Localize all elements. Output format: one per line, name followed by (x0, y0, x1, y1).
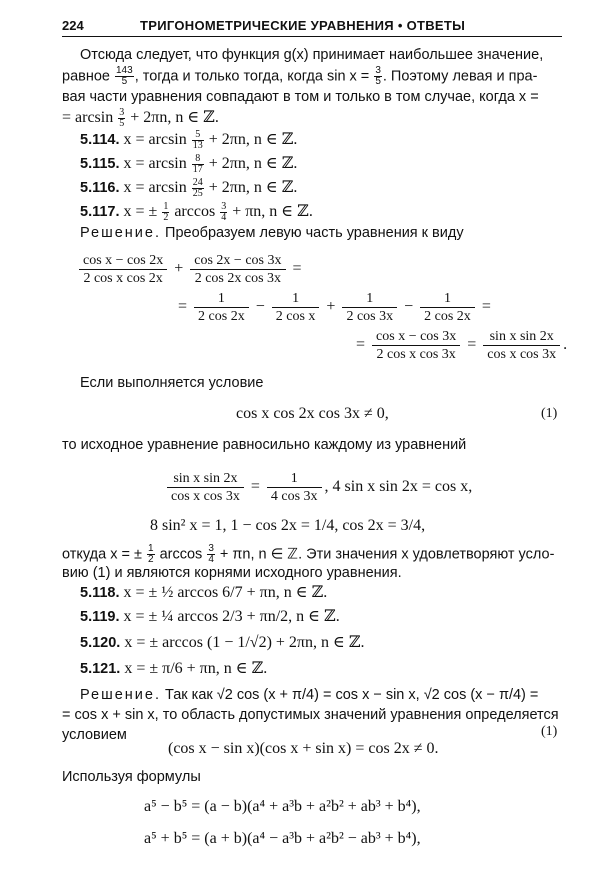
operator: = (292, 260, 302, 278)
denominator: 17 (192, 164, 203, 175)
fraction (190, 252, 285, 287)
fraction (118, 108, 125, 129)
text: + πn, n ∈ ℤ. Эти значения x удовлетворяют усло- (219, 546, 555, 563)
solution-2-line-1 (80, 686, 538, 704)
denominator: 4 cos 3x (270, 489, 318, 504)
denominator: 5 (121, 76, 128, 87)
equivalent-text: то исходное уравнение равносильно каждому из уравнений (62, 437, 467, 453)
formula-text: + 2πn, n ∈ ℤ. (130, 109, 219, 127)
fraction (192, 154, 204, 175)
numerator: 1 (272, 290, 320, 308)
operator: = (250, 478, 260, 496)
numerator: 8 (192, 154, 204, 165)
numerator: 3 (375, 65, 381, 76)
fraction (207, 544, 215, 565)
formula-text: x = arcsin (123, 131, 187, 149)
problem-number: 5.115. (80, 156, 120, 173)
denominator: 4 (208, 554, 214, 565)
solution-label: Решение. (80, 687, 161, 703)
equation-row-3 (356, 328, 567, 363)
intro-line-2 (62, 66, 537, 87)
denominator: 2 cos x (275, 309, 316, 324)
fraction (115, 66, 134, 87)
formula-sum-of-fifth-powers: a⁵ + b⁵ = (a + b)(a⁴ − a³b + a²b² − ab³ + b⁴), (144, 830, 421, 847)
solution-2-line-3: условием (62, 727, 127, 743)
fraction (220, 202, 227, 223)
denominator: 13 (192, 140, 203, 151)
fraction (162, 202, 169, 223)
formula-text: arccos (174, 203, 216, 221)
fraction (342, 290, 397, 325)
denominator: 2 (147, 554, 154, 565)
condition-formula: cos x cos 2x cos 3x ≠ 0, (236, 405, 389, 422)
header-title: ТРИГОНОМЕТРИЧЕСКИЕ УРАВНЕНИЯ • ОТВЕТЫ (140, 18, 466, 33)
numerator: 1 (194, 290, 249, 308)
solution-text: Преобразуем левую часть уравнения к виду (165, 225, 464, 241)
numerator: 1 (420, 290, 475, 308)
answer-5-118 (80, 584, 327, 602)
fraction (147, 544, 155, 565)
fraction (167, 470, 244, 505)
equation-number: (1) (541, 406, 558, 421)
solution-2-formula: (cos x − sin x)(cos x + sin x) = cos 2x ≠ 0. (168, 740, 439, 757)
numerator: 1 (163, 201, 169, 212)
formula-text: x = ± π/6 + πn, n ∈ ℤ. (124, 660, 268, 677)
intro-line-3: вая части уравнения совпадают в том и только в том случае, когда x = (62, 89, 539, 105)
operator: . (563, 336, 568, 354)
denominator: 2 cos 2x (198, 309, 245, 324)
problem-number: 5.114. (80, 132, 120, 149)
formula-text: + 2πn, n ∈ ℤ. (208, 155, 298, 173)
formula-text: x = arcsin (123, 179, 187, 197)
hence-line-1 (62, 544, 554, 565)
fraction (374, 66, 382, 87)
formula-text: x = ± (123, 203, 158, 221)
numerator: cos x − cos 3x (372, 328, 460, 346)
answer-5-117 (80, 202, 313, 223)
formula-text: + πn, n ∈ ℤ. (232, 203, 313, 221)
numerator: sin x sin 2x (483, 328, 560, 346)
fraction (79, 252, 167, 287)
formulas-text: Используя формулы (62, 769, 201, 785)
formula-text: + 2πn, n ∈ ℤ. (208, 131, 298, 149)
numerator: 5 (192, 130, 204, 141)
numerator: 3 (208, 543, 214, 554)
formula-text: x = arcsin (123, 155, 187, 173)
equation-number: (1) (541, 724, 558, 739)
text: откуда x = ± (62, 546, 142, 563)
answer-5-121 (80, 660, 267, 678)
denominator: 2 (163, 212, 169, 223)
denominator: 2 cos 2x cos 3x (194, 271, 282, 286)
formula-text: , 4 sin x sin 2x = cos x, (324, 478, 473, 496)
fraction (420, 290, 475, 325)
numerator: 3 (119, 107, 125, 118)
intro-text: , тогда и только тогда, когда sin x = (134, 68, 370, 85)
denominator: 2 cos x cos 3x (376, 347, 456, 362)
numerator: 1 (267, 470, 322, 488)
formula-text: x = ± ¼ arccos 2/3 + πn/2, n ∈ ℤ. (123, 608, 340, 625)
answer-5-119 (80, 608, 340, 626)
problem-number: 5.119. (80, 609, 120, 625)
hence-line-2: вию (1) и являются корнями исходного уравнения. (62, 565, 402, 581)
operator: = (356, 336, 366, 354)
formula-text: = arcsin (62, 109, 114, 127)
denominator: 4 (221, 212, 227, 223)
numerator: sin x sin 2x (167, 470, 244, 488)
fraction (272, 290, 320, 325)
fraction (372, 328, 460, 363)
operator: = (467, 336, 477, 354)
equivalent-row-1 (164, 470, 472, 505)
answer-5-116 (80, 178, 297, 199)
numerator: 3 (221, 201, 227, 212)
denominator: 5 (375, 76, 381, 87)
fraction (192, 178, 204, 199)
formula-text: x = ± arccos (1 − 1/√2) + 2πn, n ∈ ℤ. (124, 634, 365, 651)
problem-number: 5.118. (80, 585, 120, 601)
solution-2-line-2: = cos x + sin x, то область допустимых значений уравнения определяется (62, 707, 559, 723)
equation-row-2 (178, 290, 491, 325)
numerator: 1 (147, 543, 154, 554)
denominator: 2 cos x cos 2x (83, 271, 163, 286)
running-header (62, 8, 562, 37)
operator: = (178, 298, 188, 316)
denominator: 2 cos 2x (424, 309, 471, 324)
fraction (192, 130, 204, 151)
condition-text: Если выполняется условие (80, 375, 264, 391)
operator: − (404, 298, 414, 316)
denominator: cos x cos 3x (171, 489, 240, 504)
problem-number: 5.120. (80, 635, 121, 651)
answer-5-120 (80, 634, 365, 652)
numerator: cos x − cos 2x (79, 252, 167, 270)
operator: = (481, 298, 491, 316)
fraction (483, 328, 560, 363)
formula-text: x = ± ½ arccos 6/7 + πn, n ∈ ℤ. (123, 584, 328, 601)
problem-number: 5.116. (80, 180, 120, 197)
denominator: 5 (119, 118, 125, 129)
solution-1-intro (80, 224, 464, 242)
page-number: 224 (62, 18, 84, 33)
numerator: 143 (116, 65, 133, 76)
intro-text: . Поэтому левая и пра- (382, 68, 538, 85)
numerator: 1 (342, 290, 397, 308)
intro-text: равное (62, 68, 110, 85)
numerator: 24 (192, 177, 203, 188)
fraction (267, 470, 322, 505)
solution-label: Решение. (80, 225, 161, 241)
problem-number: 5.117. (80, 204, 120, 221)
answer-5-115 (80, 154, 297, 175)
operator: − (255, 298, 265, 316)
denominator: 2 cos 3x (346, 309, 394, 324)
fraction (194, 290, 249, 325)
intro-line-4 (62, 108, 219, 129)
text: arccos (159, 546, 203, 563)
solution-text: Так как √2 cos (x + π/4) = cos x − sin x, √2 cos (x − π/4) = (165, 687, 539, 703)
numerator: cos 2x − cos 3x (190, 252, 285, 270)
denominator: cos x cos 3x (487, 347, 557, 362)
operator: + (174, 260, 184, 278)
formula-difference-of-fifth-powers: a⁵ − b⁵ = (a − b)(a⁴ + a³b + a²b² + ab³ + b⁴), (144, 798, 421, 815)
problem-number: 5.121. (80, 661, 121, 677)
equivalent-row-2: 8 sin² x = 1, 1 − cos 2x = 1/4, cos 2x = 3/4, (150, 517, 426, 534)
formula-text: + 2πn, n ∈ ℤ. (208, 179, 298, 197)
answer-5-114 (80, 130, 297, 151)
operator: + (326, 298, 336, 316)
denominator: 25 (192, 188, 203, 199)
intro-line-1: Отсюда следует, что функция g(x) принимает наибольшее значение, (80, 47, 544, 63)
equation-row-1 (76, 252, 302, 287)
